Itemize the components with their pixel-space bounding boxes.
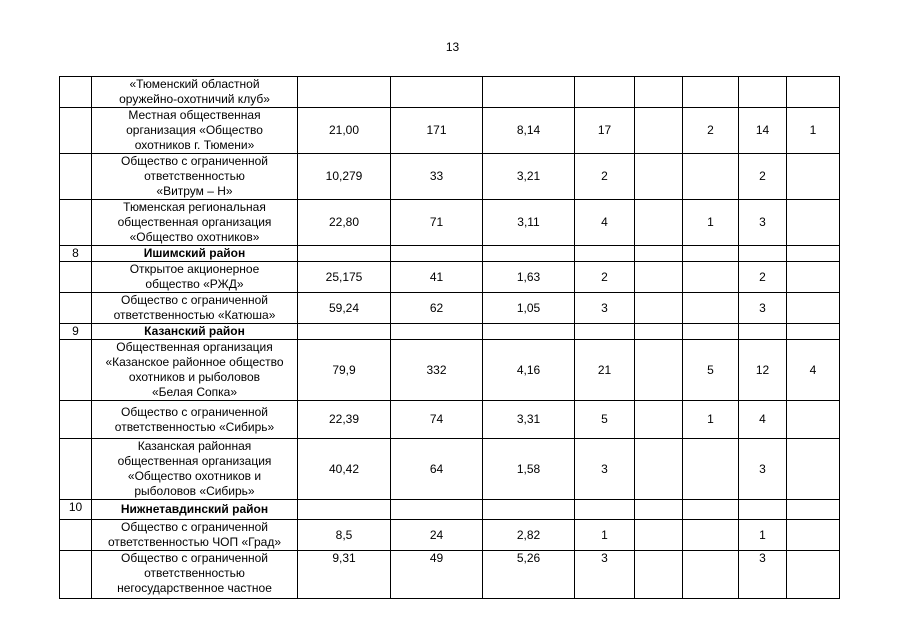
district-title: Казанский район (92, 324, 298, 340)
col6-cell (683, 77, 739, 108)
density-cell: 1,05 (483, 293, 575, 324)
row-number-cell (60, 262, 92, 293)
col6-cell (683, 520, 739, 551)
organization-name-line: «Общество охотников и (127, 469, 262, 483)
organization-name-line: Местная общественная (128, 108, 261, 122)
col8-cell (787, 77, 840, 108)
col8-cell (787, 439, 840, 500)
count-cell: 41 (391, 262, 483, 293)
table-body (60, 77, 840, 599)
row-number-cell (60, 293, 92, 324)
row-number-cell (60, 551, 92, 599)
organization-name-line: «Витрум – Н» (156, 184, 233, 198)
organization-name-line: Тюменская региональная (123, 200, 266, 214)
empty-cell (683, 246, 739, 262)
density-cell: 1,58 (483, 439, 575, 500)
col7-cell: 12 (739, 340, 787, 401)
empty-cell (483, 246, 575, 262)
page-number: 13 (445, 40, 460, 54)
quota-cell: 3 (575, 439, 635, 500)
organization-name-cell (92, 200, 298, 246)
empty-cell (787, 246, 840, 262)
row-number-cell: 9 (60, 324, 92, 340)
col8-cell (787, 551, 840, 599)
row-number-cell (60, 77, 92, 108)
col5-cell (635, 551, 683, 599)
empty-cell (635, 324, 683, 340)
empty-cell (575, 500, 635, 520)
table-row (60, 154, 840, 200)
organization-name-line: ответственностью «Катюша» (113, 308, 276, 322)
organization-name-line: оружейно-охотничий клуб» (119, 92, 270, 106)
organization-name-cell (92, 293, 298, 324)
section-row (60, 324, 840, 340)
quota-cell: 3 (575, 551, 635, 599)
col5-cell (635, 293, 683, 324)
row-number-cell: 10 (60, 500, 92, 520)
organization-name-line: Общество с ограниченной (121, 404, 268, 419)
empty-cell (635, 500, 683, 520)
organization-name-line: ответственностью (144, 566, 245, 580)
empty-cell (298, 246, 391, 262)
empty-cell (683, 324, 739, 340)
organization-name-line: ответственностью ЧОП «Град» (107, 535, 281, 549)
col7-cell: 14 (739, 108, 787, 154)
area-cell: 79,9 (298, 340, 391, 401)
area-cell: 22,80 (298, 200, 391, 246)
organization-name-line: общественная организация (117, 454, 272, 468)
hunting-grounds-table (59, 76, 840, 599)
col7-cell: 2 (739, 154, 787, 200)
organization-name-line: Общество с ограниченной (121, 293, 268, 307)
count-cell: 332 (391, 340, 483, 401)
organization-name-cell (92, 340, 298, 401)
organization-name-line: негосударственное частное (117, 581, 272, 595)
col6-cell (683, 262, 739, 293)
count-cell: 33 (391, 154, 483, 200)
organization-name-line: Общество с ограниченной (121, 520, 268, 534)
organization-name-line: организация «Общество (126, 123, 263, 137)
col8-cell (787, 293, 840, 324)
density-cell: 3,31 (483, 401, 575, 439)
col6-cell (683, 439, 739, 500)
density-cell: 4,16 (483, 340, 575, 401)
col5-cell (635, 262, 683, 293)
quota-cell: 3 (575, 293, 635, 324)
col8-cell (787, 520, 840, 551)
area-cell: 21,00 (298, 108, 391, 154)
count-cell: 71 (391, 200, 483, 246)
col6-cell: 5 (683, 340, 739, 401)
density-cell (483, 77, 575, 108)
col7-cell: 3 (739, 439, 787, 500)
table-row (60, 340, 840, 401)
density-cell: 8,14 (483, 108, 575, 154)
organization-name-line: общество «РЖД» (145, 277, 244, 291)
density-cell: 3,21 (483, 154, 575, 200)
empty-cell (787, 500, 840, 520)
count-cell: 49 (391, 551, 483, 599)
organization-name-line: «Казанское районное общество (105, 355, 284, 369)
area-cell: 59,24 (298, 293, 391, 324)
organization-name-line: «Тюменский областной (129, 77, 260, 91)
district-title: Нижнетавдинский район (92, 500, 298, 520)
col6-cell (683, 154, 739, 200)
quota-cell: 1 (575, 520, 635, 551)
empty-cell (787, 324, 840, 340)
row-number-cell: 8 (60, 246, 92, 262)
table-row (60, 77, 840, 108)
organization-name-line: Открытое акционерное (129, 262, 260, 276)
organization-name-line: охотников г. Тюмени» (134, 138, 255, 152)
area-cell: 40,42 (298, 439, 391, 500)
row-number-cell (60, 340, 92, 401)
organization-name-line: Общественная организация (116, 340, 273, 354)
empty-cell (391, 324, 483, 340)
empty-cell (575, 246, 635, 262)
count-cell: 74 (391, 401, 483, 439)
area-cell: 25,175 (298, 262, 391, 293)
col7-cell: 2 (739, 262, 787, 293)
empty-cell (298, 500, 391, 520)
table-row (60, 520, 840, 551)
organization-name-line: Общество с ограниченной (121, 154, 268, 168)
row-number-cell (60, 154, 92, 200)
organization-name-line: Общество с ограниченной (121, 551, 268, 565)
col7-cell (739, 77, 787, 108)
row-number-cell (60, 520, 92, 551)
table-row (60, 439, 840, 500)
empty-cell (391, 500, 483, 520)
row-number-cell (60, 108, 92, 154)
col7-cell: 3 (739, 551, 787, 599)
organization-name-cell (92, 439, 298, 500)
table-row (60, 108, 840, 154)
col8-cell (787, 154, 840, 200)
quota-cell: 2 (575, 262, 635, 293)
area-cell: 22,39 (298, 401, 391, 439)
table-row (60, 262, 840, 293)
density-cell: 2,82 (483, 520, 575, 551)
organization-name-cell (92, 401, 298, 439)
count-cell: 171 (391, 108, 483, 154)
empty-cell (683, 500, 739, 520)
col5-cell (635, 520, 683, 551)
empty-cell (575, 324, 635, 340)
area-cell: 10,279 (298, 154, 391, 200)
area-cell: 8,5 (298, 520, 391, 551)
organization-name-line: охотников и рыболовов (128, 370, 261, 384)
organization-name-line: ответственностью (144, 169, 245, 183)
area-cell (298, 77, 391, 108)
density-cell: 1,63 (483, 262, 575, 293)
quota-cell: 5 (575, 401, 635, 439)
count-cell (391, 77, 483, 108)
density-cell: 3,11 (483, 200, 575, 246)
empty-cell (739, 246, 787, 262)
col6-cell: 1 (683, 401, 739, 439)
organization-name-cell (92, 77, 298, 108)
quota-cell: 17 (575, 108, 635, 154)
quota-cell: 21 (575, 340, 635, 401)
empty-cell (483, 500, 575, 520)
organization-name-cell (92, 551, 298, 599)
col8-cell (787, 200, 840, 246)
col5-cell (635, 439, 683, 500)
organization-name-cell (92, 154, 298, 200)
table-row (60, 551, 840, 599)
empty-cell (483, 324, 575, 340)
col5-cell (635, 77, 683, 108)
organization-name-line: «Общество охотников» (129, 230, 260, 244)
col8-cell: 4 (787, 340, 840, 401)
empty-cell (739, 324, 787, 340)
col7-cell: 3 (739, 293, 787, 324)
col8-cell (787, 401, 840, 439)
col6-cell: 2 (683, 108, 739, 154)
quota-cell: 4 (575, 200, 635, 246)
count-cell: 62 (391, 293, 483, 324)
col5-cell (635, 154, 683, 200)
section-row (60, 246, 840, 262)
col8-cell: 1 (787, 108, 840, 154)
row-number-cell (60, 401, 92, 439)
organization-name-line: ответственностью «Сибирь» (114, 419, 275, 434)
organization-name-line: общественная организация (117, 215, 272, 229)
organization-name-cell (92, 520, 298, 551)
table-row (60, 401, 840, 439)
col6-cell (683, 551, 739, 599)
col5-cell (635, 340, 683, 401)
organization-name-line: «Белая Сопка» (151, 385, 238, 399)
quota-cell (575, 77, 635, 108)
col5-cell (635, 200, 683, 246)
density-cell: 5,26 (483, 551, 575, 599)
col5-cell (635, 401, 683, 439)
col7-cell: 3 (739, 200, 787, 246)
table-row (60, 200, 840, 246)
col8-cell (787, 262, 840, 293)
col6-cell (683, 293, 739, 324)
empty-cell (739, 500, 787, 520)
count-cell: 24 (391, 520, 483, 551)
quota-cell: 2 (575, 154, 635, 200)
table-row (60, 293, 840, 324)
count-cell: 64 (391, 439, 483, 500)
col7-cell: 1 (739, 520, 787, 551)
col6-cell: 1 (683, 200, 739, 246)
empty-cell (298, 324, 391, 340)
empty-cell (635, 246, 683, 262)
organization-name-line: Казанская районная (137, 439, 252, 453)
section-row (60, 500, 840, 520)
organization-name-cell (92, 262, 298, 293)
row-number-cell (60, 439, 92, 500)
col7-cell: 4 (739, 401, 787, 439)
row-number-cell (60, 200, 92, 246)
area-cell: 9,31 (298, 551, 391, 599)
district-title: Ишимский район (92, 246, 298, 262)
organization-name-cell (92, 108, 298, 154)
organization-name-line: рыболовов «Сибирь» (134, 484, 255, 498)
col5-cell (635, 108, 683, 154)
empty-cell (391, 246, 483, 262)
